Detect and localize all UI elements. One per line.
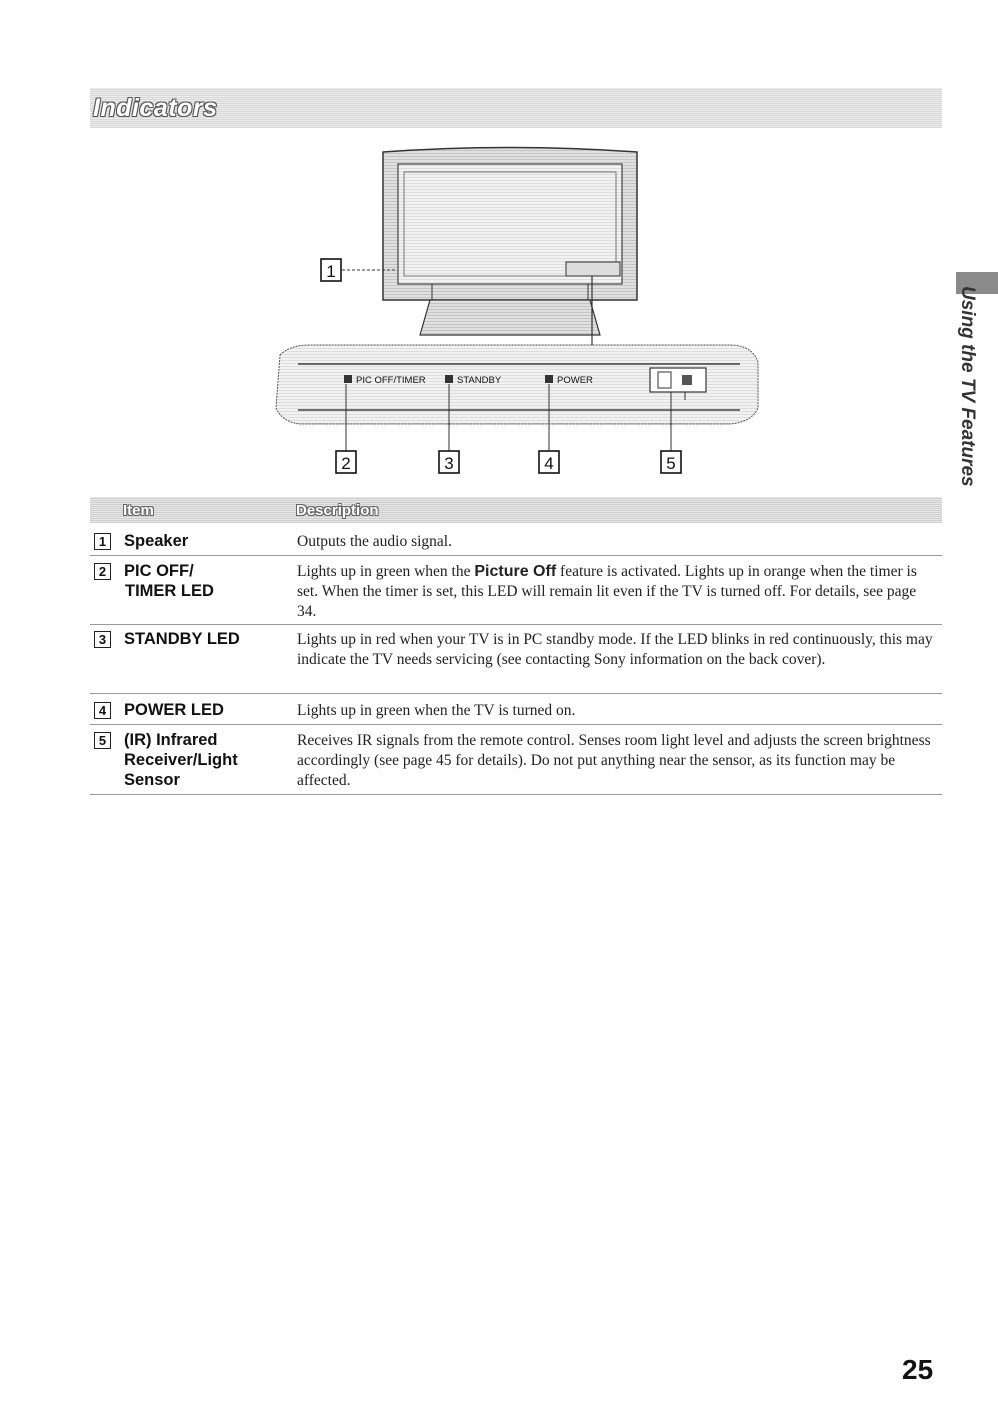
power-label: POWER	[557, 375, 593, 386]
item-name: (IR) Infrared Receiver/Light Sensor	[124, 731, 238, 789]
item-name: Speaker	[124, 532, 189, 550]
section-title: Indicators	[93, 94, 218, 122]
callout-5	[661, 451, 681, 473]
tv-indicators-diagram	[0, 0, 998, 490]
row-number: 3	[94, 631, 111, 648]
item-description: Lights up in green when the TV is turned on.	[297, 702, 576, 719]
standby-led-icon	[445, 375, 453, 383]
svg-text:3: 3	[444, 454, 454, 473]
table-row	[90, 561, 942, 625]
table-row	[90, 700, 942, 725]
row-number: 2	[94, 563, 111, 580]
svg-text:1: 1	[326, 262, 336, 281]
row-number: 1	[94, 533, 111, 550]
svg-text:2: 2	[341, 454, 351, 473]
svg-text:4: 4	[544, 454, 554, 473]
item-description: Receives IR signals from the remote control. Senses room light level and adjusts the screen brightness accordingly (see page 45 for details). Do not put anything near the sensor, as its function may be affected.	[297, 732, 931, 789]
item-name: STANDBY LED	[124, 630, 240, 648]
item-name: POWER LED	[124, 701, 224, 719]
row-number: 4	[94, 702, 111, 719]
item-description: Lights up in red when your TV is in PC standby mode. If the LED blinks in red continuously, this may indicate the TV needs servicing (see contacting Sony information on the back cover).	[297, 631, 933, 668]
pic-off-timer-label: PIC OFF/TIMER	[356, 375, 426, 386]
table-row	[90, 629, 942, 694]
table-row	[90, 730, 942, 795]
table-row	[90, 531, 942, 556]
svg-text:5: 5	[666, 454, 676, 473]
table-header	[90, 497, 942, 523]
col-header-item: Item	[123, 502, 154, 519]
page-number: 25	[902, 1354, 934, 1385]
callout-2	[336, 451, 356, 473]
side-chapter-label: Using the TV Features	[957, 286, 978, 487]
callout-4	[539, 451, 559, 473]
tv-front-panel	[566, 262, 620, 276]
callout-3	[439, 451, 459, 473]
col-header-description: Description	[296, 502, 379, 519]
item-description: Lights up in green when the Picture Off feature is activated. Lights up in orange when the timer is set. When the timer is set, this LED will remain lit even if the TV is turned off. For details, see page 34.	[297, 563, 917, 620]
power-led-icon	[545, 375, 553, 383]
standby-label: STANDBY	[457, 375, 502, 386]
item-name: PIC OFF/ TIMER LED	[124, 562, 214, 600]
item-description: Outputs the audio signal.	[297, 533, 452, 550]
pic-off-led-icon	[344, 375, 352, 383]
callout-1	[321, 259, 341, 281]
row-number: 5	[94, 732, 111, 749]
tv-stand	[420, 300, 600, 335]
